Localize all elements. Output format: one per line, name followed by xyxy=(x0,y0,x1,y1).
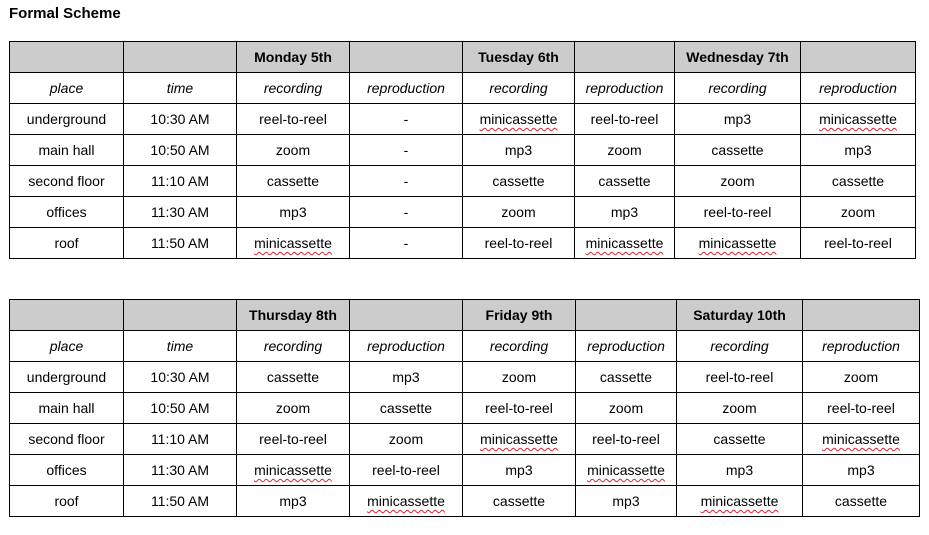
format-cell xyxy=(350,197,463,228)
cell-text: cassette xyxy=(831,173,885,189)
time-cell xyxy=(124,393,237,424)
column-header-cell: recording xyxy=(463,331,576,362)
day-header-cell: Saturday 10th xyxy=(677,300,803,331)
format-cell xyxy=(801,228,916,259)
cell-text: reel-to-reel xyxy=(485,400,553,416)
empty-header-cell xyxy=(801,42,916,73)
time-cell xyxy=(124,166,237,197)
cell-text: reel-to-reel xyxy=(372,462,440,478)
cell-text: mp3 xyxy=(504,142,533,158)
format-cell xyxy=(463,104,575,135)
table-row xyxy=(10,197,916,228)
format-cell xyxy=(350,362,463,393)
column-header-cell: reproduction xyxy=(576,331,677,362)
cell-text: cassette xyxy=(834,493,888,509)
time-cell xyxy=(124,197,237,228)
cell-text: 11:30 AM xyxy=(150,204,210,220)
cell-text: mp3 xyxy=(279,493,307,509)
table-row xyxy=(10,393,920,424)
empty-header-cell xyxy=(803,300,920,331)
format-cell xyxy=(575,197,675,228)
cell-text: 10:30 AM xyxy=(150,111,210,127)
format-cell xyxy=(575,104,675,135)
format-cell xyxy=(675,197,801,228)
cell-text: - xyxy=(403,142,409,158)
format-cell xyxy=(237,228,350,259)
cell-text: 10:30 AM xyxy=(150,369,210,385)
cell-text: mp3 xyxy=(392,369,420,385)
cell-text: mp3 xyxy=(723,111,752,127)
column-header-cell: time xyxy=(124,73,237,104)
format-cell xyxy=(675,104,801,135)
format-cell xyxy=(677,393,803,424)
format-cell xyxy=(677,455,803,486)
column-header-cell: recording xyxy=(675,73,801,104)
format-cell xyxy=(237,362,350,393)
place-cell xyxy=(10,424,124,455)
cell-text: 11:30 AM xyxy=(150,462,210,478)
format-cell xyxy=(803,455,920,486)
format-cell xyxy=(675,135,801,166)
format-cell xyxy=(803,486,920,517)
time-cell xyxy=(124,228,237,259)
place-cell xyxy=(10,393,124,424)
format-cell xyxy=(801,197,916,228)
cell-text: zoom xyxy=(275,400,311,416)
format-cell xyxy=(576,362,677,393)
cell-text: reel-to-reel xyxy=(827,400,895,416)
column-header-cell: reproduction xyxy=(350,331,463,362)
column-header-cell: reproduction xyxy=(801,73,916,104)
format-cell xyxy=(350,104,463,135)
format-cell xyxy=(675,228,801,259)
column-header-cell: reproduction xyxy=(350,73,463,104)
format-cell xyxy=(576,486,677,517)
time-cell xyxy=(124,135,237,166)
cell-text: cassette xyxy=(598,173,651,189)
format-cell xyxy=(237,455,350,486)
cell-text: reel-to-reel xyxy=(824,235,892,251)
empty-header-cell xyxy=(124,42,237,73)
format-cell xyxy=(801,135,916,166)
empty-header-cell xyxy=(10,42,124,73)
format-cell xyxy=(350,455,463,486)
cell-text: - xyxy=(403,173,409,189)
empty-header-cell xyxy=(10,300,124,331)
cell-text: reel-to-reel xyxy=(705,369,774,385)
time-cell xyxy=(124,424,237,455)
time-cell xyxy=(124,455,237,486)
format-cell xyxy=(575,135,675,166)
cell-text: cassette xyxy=(599,369,653,385)
cell-text: - xyxy=(403,235,409,251)
empty-header-cell xyxy=(350,300,463,331)
cell-text: minicassette xyxy=(254,462,332,478)
cell-text: zoom xyxy=(843,369,879,385)
format-cell xyxy=(801,104,916,135)
cell-text: zoom xyxy=(388,431,424,447)
cell-text: mp3 xyxy=(505,462,533,478)
format-cell xyxy=(803,424,920,455)
cell-text: cassette xyxy=(266,369,320,385)
cell-text: minicassette xyxy=(698,235,777,251)
format-cell xyxy=(677,486,803,517)
place-cell xyxy=(10,455,124,486)
format-cell xyxy=(463,166,575,197)
cell-text: zoom xyxy=(501,369,537,385)
cell-text: minicassette xyxy=(819,111,897,127)
cell-text: - xyxy=(403,111,409,127)
time-cell xyxy=(124,362,237,393)
day-header-cell: Friday 9th xyxy=(463,300,576,331)
cell-text: minicassette xyxy=(822,431,900,447)
format-cell xyxy=(463,486,576,517)
cell-text: zoom xyxy=(840,204,876,220)
cell-text: offices xyxy=(46,204,87,220)
format-cell xyxy=(576,393,677,424)
cell-text: 10:50 AM xyxy=(150,400,210,416)
day-header-cell: Wednesday 7th xyxy=(675,42,801,73)
cell-text: mp3 xyxy=(279,204,307,220)
cell-text: cassette xyxy=(379,400,433,416)
column-header-cell: recording xyxy=(677,331,803,362)
format-cell xyxy=(237,135,350,166)
format-cell xyxy=(237,197,350,228)
place-cell xyxy=(10,228,124,259)
format-cell xyxy=(237,486,350,517)
cell-text: 11:10 AM xyxy=(150,173,210,189)
format-cell xyxy=(237,166,350,197)
cell-text: 10:50 AM xyxy=(150,142,210,158)
format-cell xyxy=(576,455,677,486)
cell-text: mp3 xyxy=(847,462,875,478)
format-cell xyxy=(463,228,575,259)
table-row xyxy=(10,104,916,135)
format-cell xyxy=(463,197,575,228)
column-header-cell: reproduction xyxy=(575,73,675,104)
cell-text: reel-to-reel xyxy=(590,111,659,127)
cell-text: underground xyxy=(26,369,107,385)
table-row xyxy=(10,455,920,486)
cell-text: reel-to-reel xyxy=(484,235,553,251)
format-cell xyxy=(237,424,350,455)
table-row xyxy=(10,424,920,455)
day-header-row xyxy=(10,300,920,331)
cell-text: zoom xyxy=(501,204,536,220)
table-row xyxy=(10,228,916,259)
cell-text: minicassette xyxy=(480,431,558,447)
format-cell xyxy=(677,362,803,393)
schedule-table-2 xyxy=(9,299,920,517)
cell-text: second floor xyxy=(28,431,105,447)
format-cell xyxy=(350,424,463,455)
table-row xyxy=(10,362,920,393)
format-cell xyxy=(463,455,576,486)
cell-text: mp3 xyxy=(844,142,872,158)
format-cell xyxy=(575,166,675,197)
cell-text: mp3 xyxy=(725,462,754,478)
empty-header-cell xyxy=(124,300,237,331)
format-cell xyxy=(675,166,801,197)
cell-text: reel-to-reel xyxy=(592,431,660,447)
time-cell xyxy=(124,104,237,135)
place-cell xyxy=(10,486,124,517)
cell-text: zoom xyxy=(720,173,755,189)
schedule-table-1 xyxy=(9,41,916,259)
cell-text: minicassette xyxy=(587,462,665,478)
format-cell xyxy=(575,228,675,259)
cell-text: reel-to-reel xyxy=(259,431,327,447)
format-cell xyxy=(576,424,677,455)
format-cell xyxy=(350,135,463,166)
place-cell xyxy=(10,135,124,166)
cell-text: underground xyxy=(26,111,107,127)
format-cell xyxy=(803,393,920,424)
cell-text: second floor xyxy=(28,173,105,189)
column-header-row xyxy=(10,331,920,362)
cell-text: cassette xyxy=(713,431,766,447)
format-cell xyxy=(677,424,803,455)
column-header-cell: place xyxy=(10,73,124,104)
column-header-cell: recording xyxy=(237,331,350,362)
cell-text: zoom xyxy=(275,142,311,158)
cell-text: minicassette xyxy=(254,235,332,251)
place-cell xyxy=(10,104,124,135)
place-cell xyxy=(10,362,124,393)
cell-text: zoom xyxy=(607,142,642,158)
format-cell xyxy=(350,393,463,424)
column-header-cell: place xyxy=(10,331,124,362)
format-cell xyxy=(463,424,576,455)
place-cell xyxy=(10,166,124,197)
cell-text: minicassette xyxy=(585,235,664,251)
format-cell xyxy=(350,228,463,259)
day-header-cell: Thursday 8th xyxy=(237,300,350,331)
cell-text: cassette xyxy=(711,142,764,158)
cell-text: mp3 xyxy=(612,493,640,509)
cell-text: cassette xyxy=(266,173,320,189)
column-header-cell: recording xyxy=(237,73,350,104)
cell-text: roof xyxy=(54,493,79,509)
format-cell xyxy=(803,362,920,393)
format-cell xyxy=(237,393,350,424)
table-row xyxy=(10,486,920,517)
cell-text: offices xyxy=(46,462,87,478)
cell-text: 11:50 AM xyxy=(150,235,210,251)
column-header-row xyxy=(10,73,916,104)
cell-text: zoom xyxy=(722,400,757,416)
cell-text: minicassette xyxy=(367,493,445,509)
time-cell xyxy=(124,486,237,517)
format-cell xyxy=(350,486,463,517)
cell-text: zoom xyxy=(608,400,644,416)
format-cell xyxy=(463,362,576,393)
cell-text: cassette xyxy=(492,493,546,509)
day-header-cell: Tuesday 6th xyxy=(463,42,575,73)
table-row xyxy=(10,166,916,197)
document-title: Formal Scheme xyxy=(9,5,121,22)
place-cell xyxy=(10,197,124,228)
cell-text: 11:10 AM xyxy=(150,431,210,447)
cell-text: cassette xyxy=(492,173,545,189)
cell-text: reel-to-reel xyxy=(703,204,772,220)
day-header-cell: Monday 5th xyxy=(237,42,350,73)
empty-header-cell xyxy=(575,42,675,73)
day-header-row xyxy=(10,42,916,73)
table-row xyxy=(10,135,916,166)
cell-text: main hall xyxy=(38,142,95,158)
empty-header-cell xyxy=(576,300,677,331)
format-cell xyxy=(463,393,576,424)
column-header-cell: time xyxy=(124,331,237,362)
cell-text: main hall xyxy=(38,400,95,416)
cell-text: minicassette xyxy=(700,493,779,509)
format-cell xyxy=(801,166,916,197)
format-cell xyxy=(463,135,575,166)
cell-text: roof xyxy=(54,235,79,251)
column-header-cell: recording xyxy=(463,73,575,104)
cell-text: minicassette xyxy=(479,111,558,127)
cell-text: reel-to-reel xyxy=(259,111,327,127)
cell-text: mp3 xyxy=(610,204,639,220)
format-cell xyxy=(350,166,463,197)
column-header-cell: reproduction xyxy=(803,331,920,362)
cell-text: - xyxy=(403,204,409,220)
empty-header-cell xyxy=(350,42,463,73)
format-cell xyxy=(237,104,350,135)
schedule-table-body xyxy=(10,42,916,259)
cell-text: 11:50 AM xyxy=(150,493,210,509)
schedule-table-body xyxy=(10,300,920,517)
